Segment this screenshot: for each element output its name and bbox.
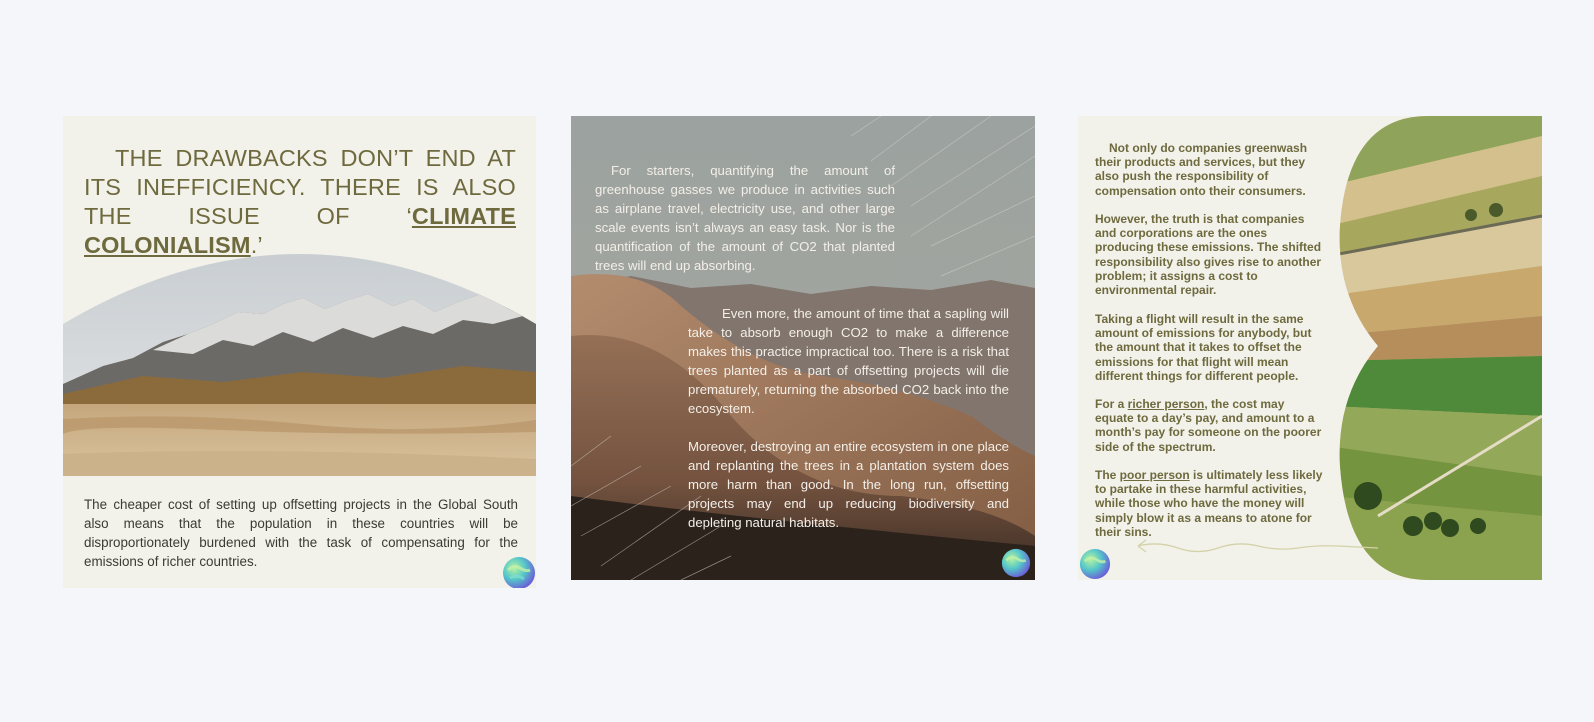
globe-logo-icon <box>1001 548 1031 578</box>
paragraph-greenwash: Not only do companies greenwash their products and services, but they also push the responsibility of compensation onto their consumers. <box>1095 141 1308 198</box>
slide-card-climate-colonialism <box>63 116 536 588</box>
paragraph-quantifying: For starters, quantifying the amount of greenhouse gasses we produce in activities such as airplane travel, electricity use, and other large scale events isn’t always an easy task. Nor is the quantification of the amount of CO2 that planted trees will end up absorbing. <box>595 163 895 273</box>
paragraph-companies: However, the truth is that companies and corporations are the ones producing these emissions. The shifted responsibility also gives rise to another problem; it assigns a cost to environmental repair. <box>1095 212 1322 298</box>
mountain-landscape-image <box>63 254 536 476</box>
poor-person-link: poor person <box>1119 468 1190 482</box>
paragraph-richer-person: For a richer person, the cost may equate to a day’s pay, and amount to a month’s pay for someone on the poorer side of the spectrum. <box>1095 397 1322 454</box>
slide-card-offsetting-problems <box>571 116 1035 580</box>
paragraph-flight: Taking a flight will result in the same amount of emissions for anybody, but the amount that it takes to offset the emissions for that flight will mean different things for different people. <box>1095 312 1312 383</box>
slide-heading <box>84 144 516 260</box>
paragraph-ecosystem: Moreover, destroying an entire ecosystem in one place and replanting the trees in a plantation system does more harm than good. In the long run, offsetting projects may end up reducing biodiversity and depleting natural habitats. <box>688 439 1009 530</box>
slide-card-responsibility <box>1078 116 1542 580</box>
richer-person-link: richer person <box>1127 397 1205 411</box>
globe-logo-icon <box>502 556 536 588</box>
heading-text: THE DRAWBACKS DON’T END AT ITS INEFFICIENCY. THERE IS ALSO THE ISSUE OF ‘ <box>84 145 516 229</box>
heading-highlight: CLIMATE COLONIALISM <box>84 203 516 258</box>
slide-body-text: The cheaper cost of setting up offsetting projects in the Global South also means that the population in these countries will be disproportionately burdened with the task of compensating for the emissions of richer countries. <box>84 497 518 569</box>
heading-text-end: .’ <box>250 232 263 258</box>
paragraph-sapling-time: Even more, the amount of time that a sapling will take to absorb enough CO2 to make a difference makes this practice impractical too. There is a risk that trees planted as a part of offsetting projects will die prematurely, returning the absorbed CO2 back into the ecosystem. <box>688 306 1009 416</box>
paragraph-poor-person: The poor person is ultimately less likely to partake in these harmful activities, while those who have the money will simply blow it as a means to atone for their sins. <box>1095 468 1323 539</box>
globe-logo-icon <box>1079 548 1111 580</box>
